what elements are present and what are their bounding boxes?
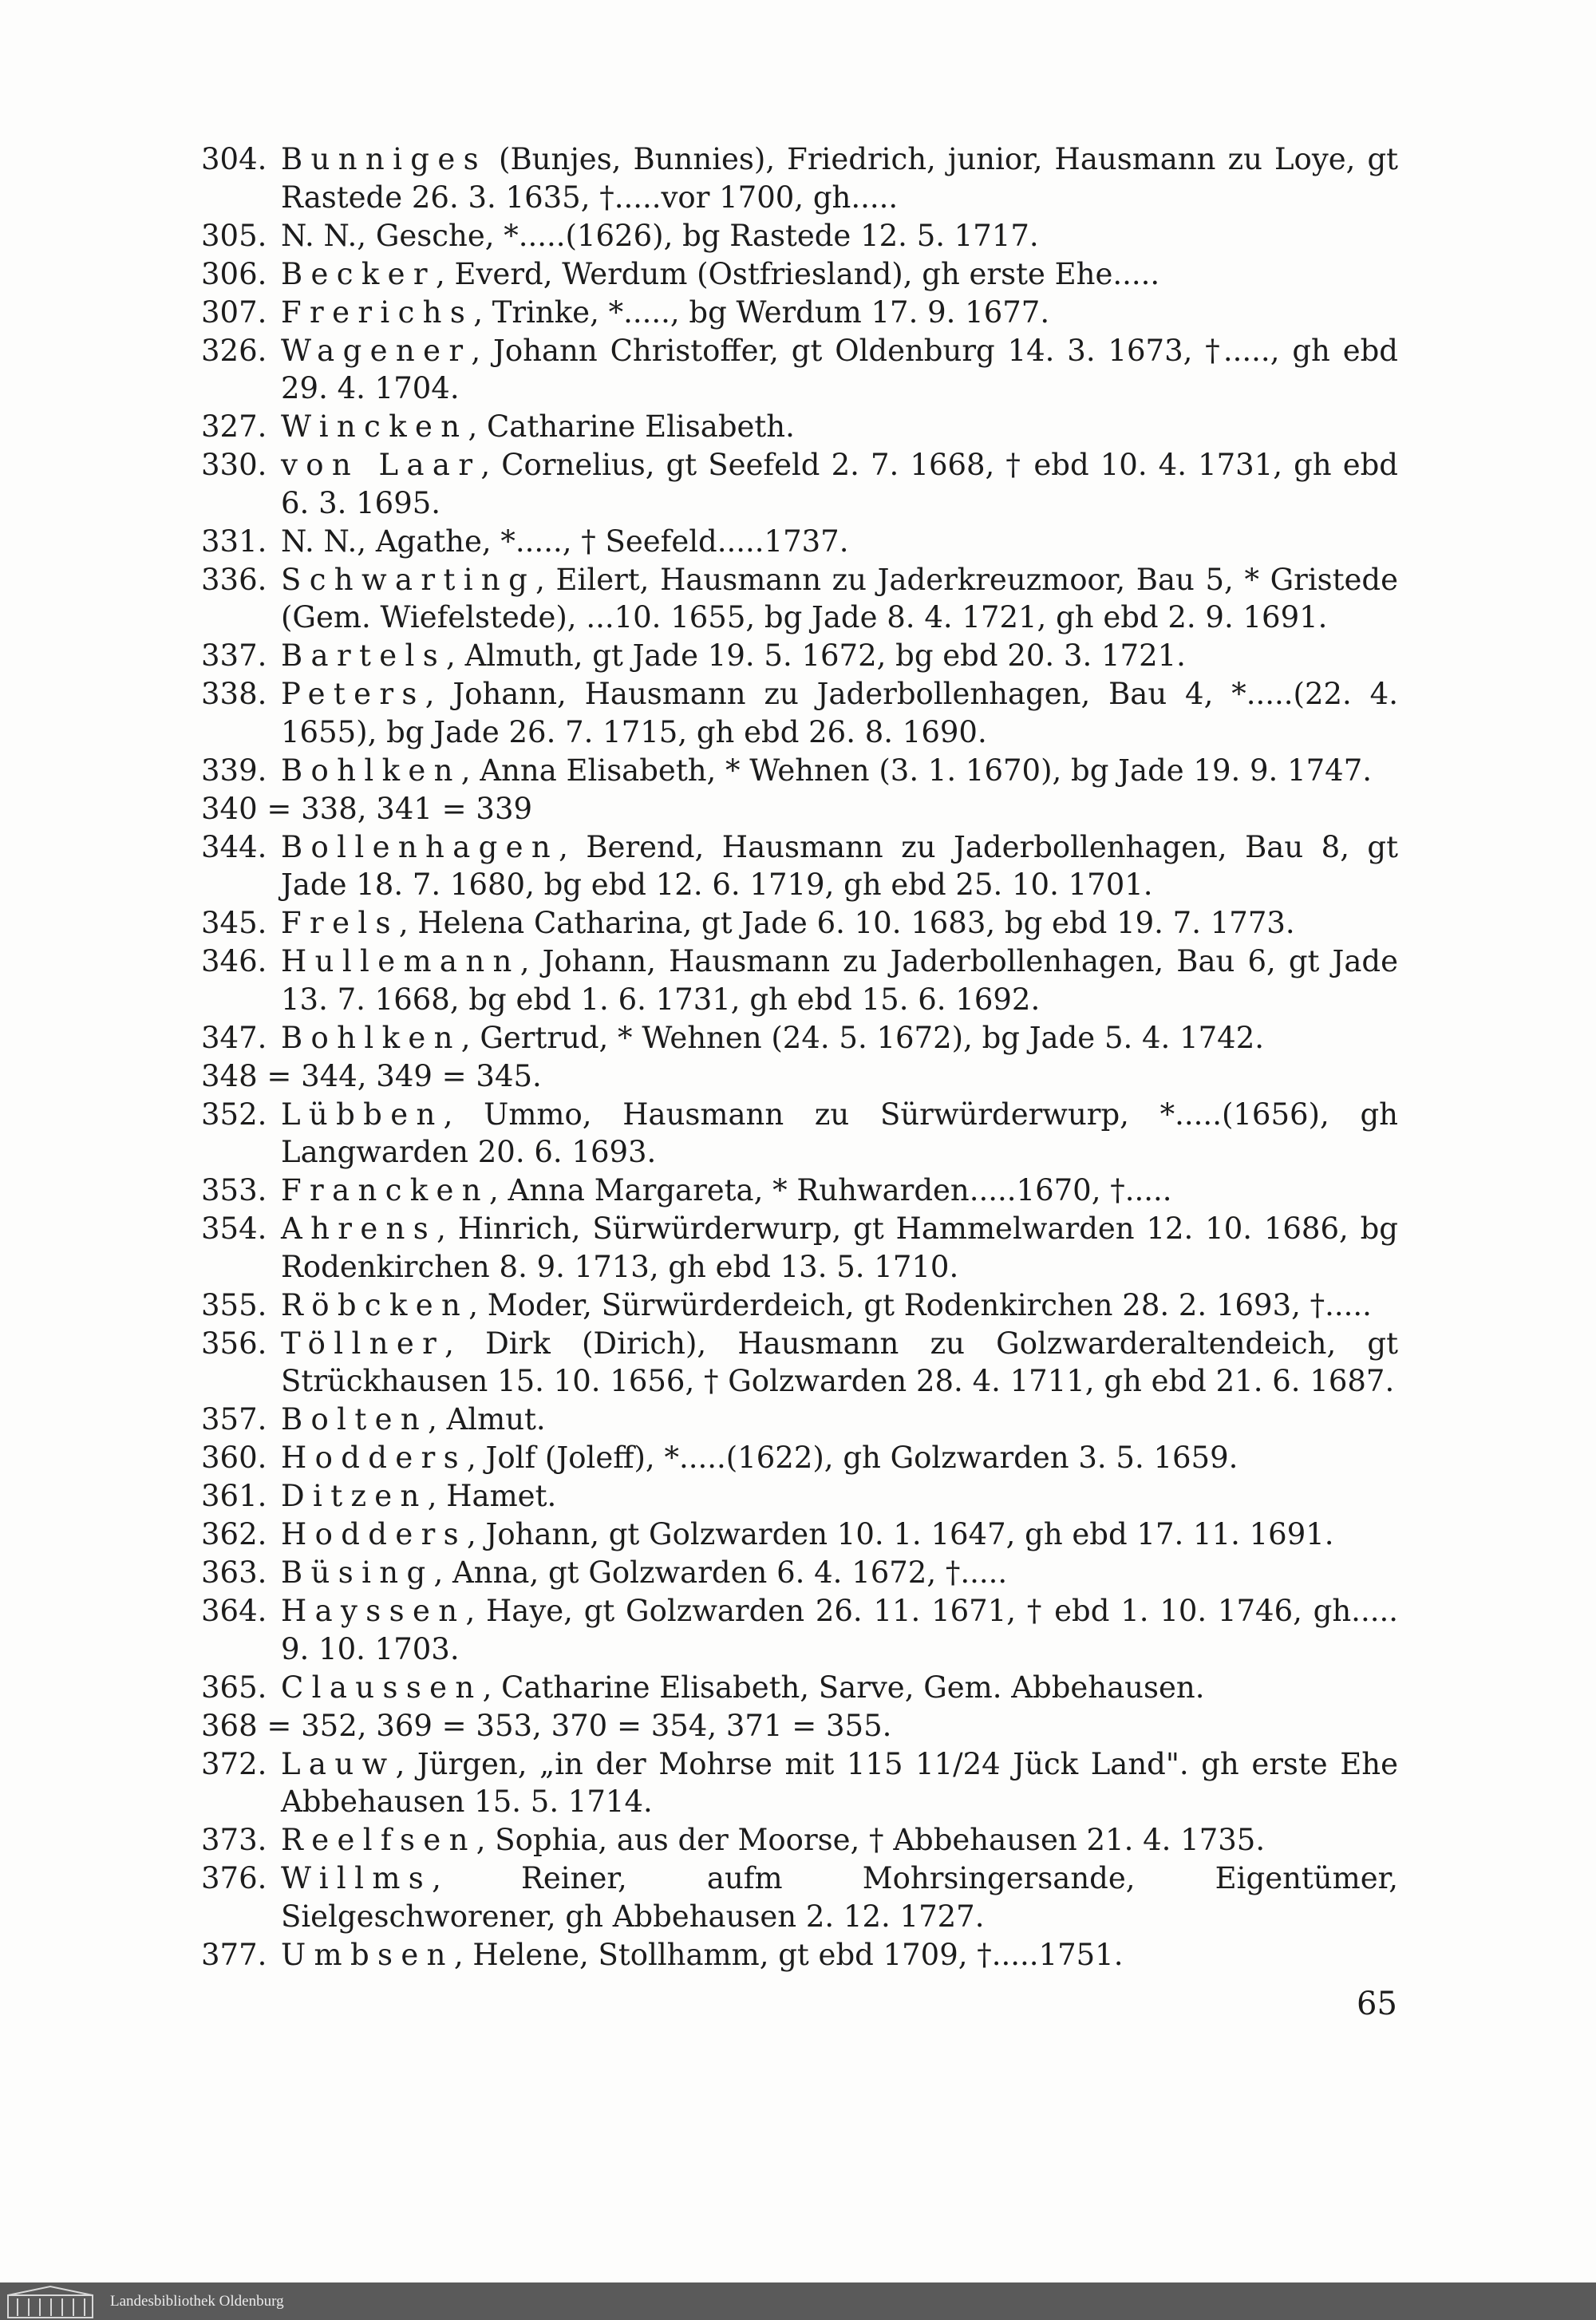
entry-surname: Bolten bbox=[281, 1402, 429, 1437]
entry-body bbox=[281, 1401, 1398, 1439]
entry-details: N. N., Gesche, *.....(1626), bg Rastede 12. 5. 1717. bbox=[281, 218, 1039, 253]
entry-details: , Moder, Sürwürderdeich, gt Rodenkirchen 28. 2. 1693, †..... bbox=[468, 1287, 1372, 1322]
entry-number: 337. bbox=[201, 638, 267, 673]
genealogy-entry bbox=[201, 1592, 1398, 1668]
entry-number: 327. bbox=[201, 409, 267, 444]
entry-surname: Töllner bbox=[281, 1326, 445, 1361]
entry-details: , Gertrud, * Wehnen (24. 5. 1672), bg Jade 5. 4. 1742. bbox=[460, 1020, 1265, 1055]
entry-surname: Lauw bbox=[281, 1746, 396, 1781]
entry-details: N. N., Agathe, *....., † Seefeld.....1737. bbox=[281, 524, 849, 559]
entry-number: 357. bbox=[201, 1402, 267, 1437]
entry-body bbox=[281, 1325, 1398, 1401]
genealogy-entry bbox=[201, 1669, 1398, 1707]
genealogy-entry bbox=[201, 1286, 1398, 1325]
entry-body bbox=[281, 943, 1398, 1018]
entry-number: 361. bbox=[201, 1479, 267, 1513]
entry-details: , Reiner, aufm Mohrsingersande, Eigentümer, Sielgeschworener, gh Abbehausen 2. 12. 1727. bbox=[281, 1861, 1398, 1934]
genealogy-entry bbox=[201, 1554, 1398, 1592]
entry-details: , Helene, Stollhamm, gt ebd 1709, †.....1751. bbox=[453, 1937, 1124, 1972]
entry-body bbox=[281, 1516, 1398, 1554]
entry-number: 336. bbox=[201, 562, 267, 597]
entry-body bbox=[281, 408, 1398, 446]
footer-bar bbox=[0, 2282, 1596, 2320]
entry-surname: Reelfsen bbox=[281, 1823, 476, 1857]
entry-body bbox=[281, 140, 1398, 216]
genealogy-entry bbox=[201, 408, 1398, 446]
entry-surname: Bartels bbox=[281, 638, 447, 673]
genealogy-entry bbox=[201, 217, 1398, 255]
entry-surname: Schwarting bbox=[281, 562, 536, 597]
cross-reference-line: 340 = 338, 341 = 339 bbox=[201, 791, 533, 826]
entry-body bbox=[281, 294, 1398, 332]
entry-surname: Lübben bbox=[281, 1097, 444, 1132]
entry-surname: Frels bbox=[281, 906, 399, 940]
entry-surname: Willms bbox=[281, 1861, 433, 1895]
genealogy-entry bbox=[201, 943, 1398, 1018]
entry-details: , Jürgen, „in der Mohrse mit 115 11/24 Jück Land". gh erste Ehe Abbehausen 15. 5. 1714. bbox=[281, 1746, 1398, 1819]
entry-number: 353. bbox=[201, 1173, 267, 1207]
entry-details: , Ummo, Hausmann zu Sürwürderwurp, *.....(1656), gh Langwarden 20. 6. 1693. bbox=[281, 1097, 1398, 1169]
entry-details: (Bunjes, Bunnies), Friedrich, junior, Hausmann zu Loye, gt Rastede 26. 3. 1635, †.....vor 1700, gh..... bbox=[281, 142, 1398, 215]
entry-number: 376. bbox=[201, 1861, 267, 1895]
cross-reference-line: 368 = 352, 369 = 353, 370 = 354, 371 = 355. bbox=[201, 1708, 892, 1743]
entry-details: , Hamet. bbox=[427, 1479, 557, 1513]
entry-details: , Catharine Elisabeth, Sarve, Gem. Abbehausen. bbox=[482, 1670, 1205, 1705]
entry-surname: Francken bbox=[281, 1173, 489, 1207]
entry-details: , Eilert, Hausmann zu Jaderkreuzmoor, Bau 5, * Gristede (Gem. Wiefelstede), ...10. 1655, bg Jade 8. 4. 1721, gh ebd 2. 9. 1691. bbox=[281, 562, 1398, 634]
entry-details: , Anna, gt Golzwarden 6. 4. 1672, †..... bbox=[433, 1555, 1008, 1590]
entry-number: 304. bbox=[201, 142, 267, 176]
entry-surname: Ahrens bbox=[281, 1211, 437, 1246]
entry-surname: Büsing bbox=[281, 1555, 434, 1590]
entry-details: , Hinrich, Sürwürderwurp, gt Hammelwarden 12. 10. 1686, bg Rodenkirchen 8. 9. 1713, gh ebd 13. 5. 1710. bbox=[281, 1211, 1398, 1284]
genealogy-entry bbox=[201, 1210, 1398, 1286]
entry-body bbox=[281, 255, 1398, 294]
entry-number: 356. bbox=[201, 1326, 267, 1361]
entry-details: , Dirk (Dirich), Hausmann zu Golzwarderaltendeich, gt Strückhausen 15. 10. 1656, † Golzwarden 28. 4. 1711, gh ebd 21. 6. 1687. bbox=[281, 1326, 1398, 1398]
genealogy-entry bbox=[201, 1516, 1398, 1554]
entry-surname: Bohlken bbox=[281, 1020, 461, 1055]
entry-surname: von Laar bbox=[281, 448, 481, 482]
entry-body bbox=[281, 561, 1398, 637]
entry-details: , Catharine Elisabeth. bbox=[468, 409, 795, 444]
genealogy-entry bbox=[201, 294, 1398, 332]
entry-number: 362. bbox=[201, 1517, 267, 1551]
entry-number: 372. bbox=[201, 1746, 267, 1781]
entry-details: , Almuth, gt Jade 19. 5. 1672, bg ebd 20. 3. 1721. bbox=[446, 638, 1186, 673]
entry-details: , Johann, Hausmann zu Jaderbollenhagen, Bau 6, gt Jade 13. 7. 1668, bg ebd 1. 6. 1731, gh ebd 15. 6. 1692. bbox=[281, 944, 1398, 1017]
entry-details: , Haye, gt Golzwarden 26. 11. 1671, † ebd 1. 10. 1746, gh..... 9. 10. 1703. bbox=[281, 1594, 1398, 1666]
entry-number: 330. bbox=[201, 448, 267, 482]
entry-body bbox=[281, 446, 1398, 522]
entry-details: , Trinke, *....., bg Werdum 17. 9. 1677. bbox=[473, 294, 1050, 330]
entry-number: 306. bbox=[201, 256, 267, 291]
entry-number: 355. bbox=[201, 1287, 267, 1322]
entry-details: , Helena Catharina, gt Jade 6. 10. 1683, bg ebd 19. 7. 1773. bbox=[398, 906, 1295, 940]
genealogy-entry bbox=[201, 1821, 1398, 1860]
genealogy-entry bbox=[201, 1439, 1398, 1477]
entry-details: , Berend, Hausmann zu Jaderbollenhagen, Bau 8, gt Jade 18. 7. 1680, bg ebd 12. 6. 1719, gh ebd 25. 10. 1701. bbox=[281, 829, 1398, 902]
entry-body bbox=[281, 217, 1398, 255]
genealogy-entry bbox=[201, 332, 1398, 408]
genealogy-entry bbox=[201, 1936, 1398, 1974]
entry-body bbox=[281, 1096, 1398, 1172]
entry-number: 360. bbox=[201, 1441, 267, 1475]
entry-body bbox=[281, 1286, 1398, 1325]
entry-body bbox=[281, 523, 1398, 561]
entry-details: , Anna Margareta, * Ruhwarden.....1670, †..... bbox=[489, 1173, 1172, 1207]
entry-number: 377. bbox=[201, 1937, 267, 1972]
genealogy-entry bbox=[201, 140, 1398, 216]
entry-body bbox=[281, 828, 1398, 904]
entry-body bbox=[281, 675, 1398, 751]
entry-surname: Ditzen bbox=[281, 1479, 428, 1513]
entry-surname: Wincken bbox=[281, 409, 468, 444]
entry-details: , Jolf (Joleff), *.....(1622), gh Golzwarden 3. 5. 1659. bbox=[467, 1441, 1238, 1475]
genealogy-entry bbox=[201, 828, 1398, 904]
entry-surname: Peters bbox=[281, 677, 425, 711]
genealogy-entry bbox=[201, 752, 1398, 790]
entry-number: 326. bbox=[201, 333, 267, 368]
genealogy-entry bbox=[201, 1745, 1398, 1821]
entry-body bbox=[281, 1019, 1398, 1057]
genealogy-entry bbox=[201, 446, 1398, 522]
genealogy-entry bbox=[201, 1477, 1398, 1516]
genealogy-entry-list bbox=[201, 140, 1398, 1974]
entry-body bbox=[281, 1439, 1398, 1477]
genealogy-entry bbox=[201, 904, 1398, 943]
genealogy-entry bbox=[201, 523, 1398, 561]
entry-surname: Becker bbox=[281, 256, 436, 291]
entry-surname: Röbcken bbox=[281, 1287, 469, 1322]
entry-details: , Johann, Hausmann zu Jaderbollenhagen, Bau 4, *.....(22. 4. 1655), bg Jade 26. 7. 1715, gh ebd 26. 8. 1690. bbox=[281, 677, 1398, 749]
entry-number: 373. bbox=[201, 1823, 267, 1857]
entry-body bbox=[281, 1554, 1398, 1592]
genealogy-entry bbox=[201, 675, 1398, 751]
entry-number: 344. bbox=[201, 829, 267, 864]
entry-body bbox=[281, 1592, 1398, 1668]
entry-number: 352. bbox=[201, 1097, 267, 1132]
entry-number: 345. bbox=[201, 906, 267, 940]
entry-number: 307. bbox=[201, 294, 267, 330]
entry-surname: Claussen bbox=[281, 1670, 483, 1705]
library-building-icon bbox=[6, 2284, 94, 2319]
entry-details: , Almut. bbox=[428, 1402, 546, 1437]
entry-body bbox=[281, 1860, 1398, 1935]
genealogy-entry bbox=[201, 637, 1398, 675]
genealogy-entry bbox=[201, 1019, 1398, 1057]
entry-number: 305. bbox=[201, 218, 267, 253]
page-number: 65 bbox=[1357, 1986, 1397, 2022]
entry-body bbox=[281, 752, 1398, 790]
entry-number: 331. bbox=[201, 524, 267, 559]
entry-body bbox=[281, 904, 1398, 943]
entry-number: 363. bbox=[201, 1555, 267, 1590]
entry-surname: Hayssen bbox=[281, 1594, 466, 1628]
entry-body bbox=[281, 1210, 1398, 1286]
cross-reference-line: 348 = 344, 349 = 345. bbox=[201, 1058, 542, 1093]
entry-number: 365. bbox=[201, 1670, 267, 1705]
genealogy-entry bbox=[201, 561, 1398, 637]
entry-details: , Johann, gt Golzwarden 10. 1. 1647, gh ebd 17. 11. 1691. bbox=[467, 1517, 1334, 1551]
genealogy-entry bbox=[201, 1401, 1398, 1439]
entry-number: 364. bbox=[201, 1594, 267, 1628]
genealogy-entry bbox=[201, 1172, 1398, 1210]
entry-details: , Anna Elisabeth, * Wehnen (3. 1. 1670), bg Jade 19. 9. 1747. bbox=[460, 753, 1372, 788]
entry-surname: Bohlken bbox=[281, 753, 461, 788]
entry-body bbox=[281, 637, 1398, 675]
entry-details: , Cornelius, gt Seefeld 2. 7. 1668, † ebd 10. 4. 1731, gh ebd 6. 3. 1695. bbox=[281, 448, 1398, 520]
entry-body bbox=[281, 1172, 1398, 1210]
footer-library-label: Landesbibliothek Oldenburg bbox=[110, 2292, 284, 2310]
entry-surname: Bunniges bbox=[281, 142, 487, 176]
entry-details: , Johann Christoffer, gt Oldenburg 14. 3. 1673, †....., gh ebd 29. 4. 1704. bbox=[281, 333, 1398, 405]
entry-number: 346. bbox=[201, 944, 267, 978]
entry-number: 354. bbox=[201, 1211, 267, 1246]
entry-surname: Hodders bbox=[281, 1517, 468, 1551]
entry-body bbox=[281, 1821, 1398, 1860]
entry-number: 338. bbox=[201, 677, 267, 711]
genealogy-entry bbox=[201, 1096, 1398, 1172]
entry-number: 339. bbox=[201, 753, 267, 788]
entry-details: , Sophia, aus der Moorse, † Abbehausen 21. 4. 1735. bbox=[476, 1823, 1266, 1857]
entry-surname: Hodders bbox=[281, 1441, 468, 1475]
entry-surname: Hullemann bbox=[281, 944, 520, 978]
entry-surname: Wagener bbox=[281, 333, 472, 368]
genealogy-entry bbox=[201, 1860, 1398, 1935]
entry-body bbox=[281, 332, 1398, 408]
entry-body bbox=[281, 1477, 1398, 1516]
entry-details: , Everd, Werdum (Ostfriesland), gh erste Ehe..... bbox=[435, 256, 1160, 291]
entry-body bbox=[281, 1936, 1398, 1974]
entry-surname: Frerichs bbox=[281, 294, 474, 330]
genealogy-entry bbox=[201, 1325, 1398, 1401]
entry-surname: Bollenhagen bbox=[281, 829, 559, 864]
entry-surname: Umbsen bbox=[281, 1937, 454, 1972]
genealogy-entry bbox=[201, 255, 1398, 294]
entry-body bbox=[281, 1669, 1398, 1707]
entry-body bbox=[281, 1745, 1398, 1821]
entry-number: 347. bbox=[201, 1020, 267, 1055]
